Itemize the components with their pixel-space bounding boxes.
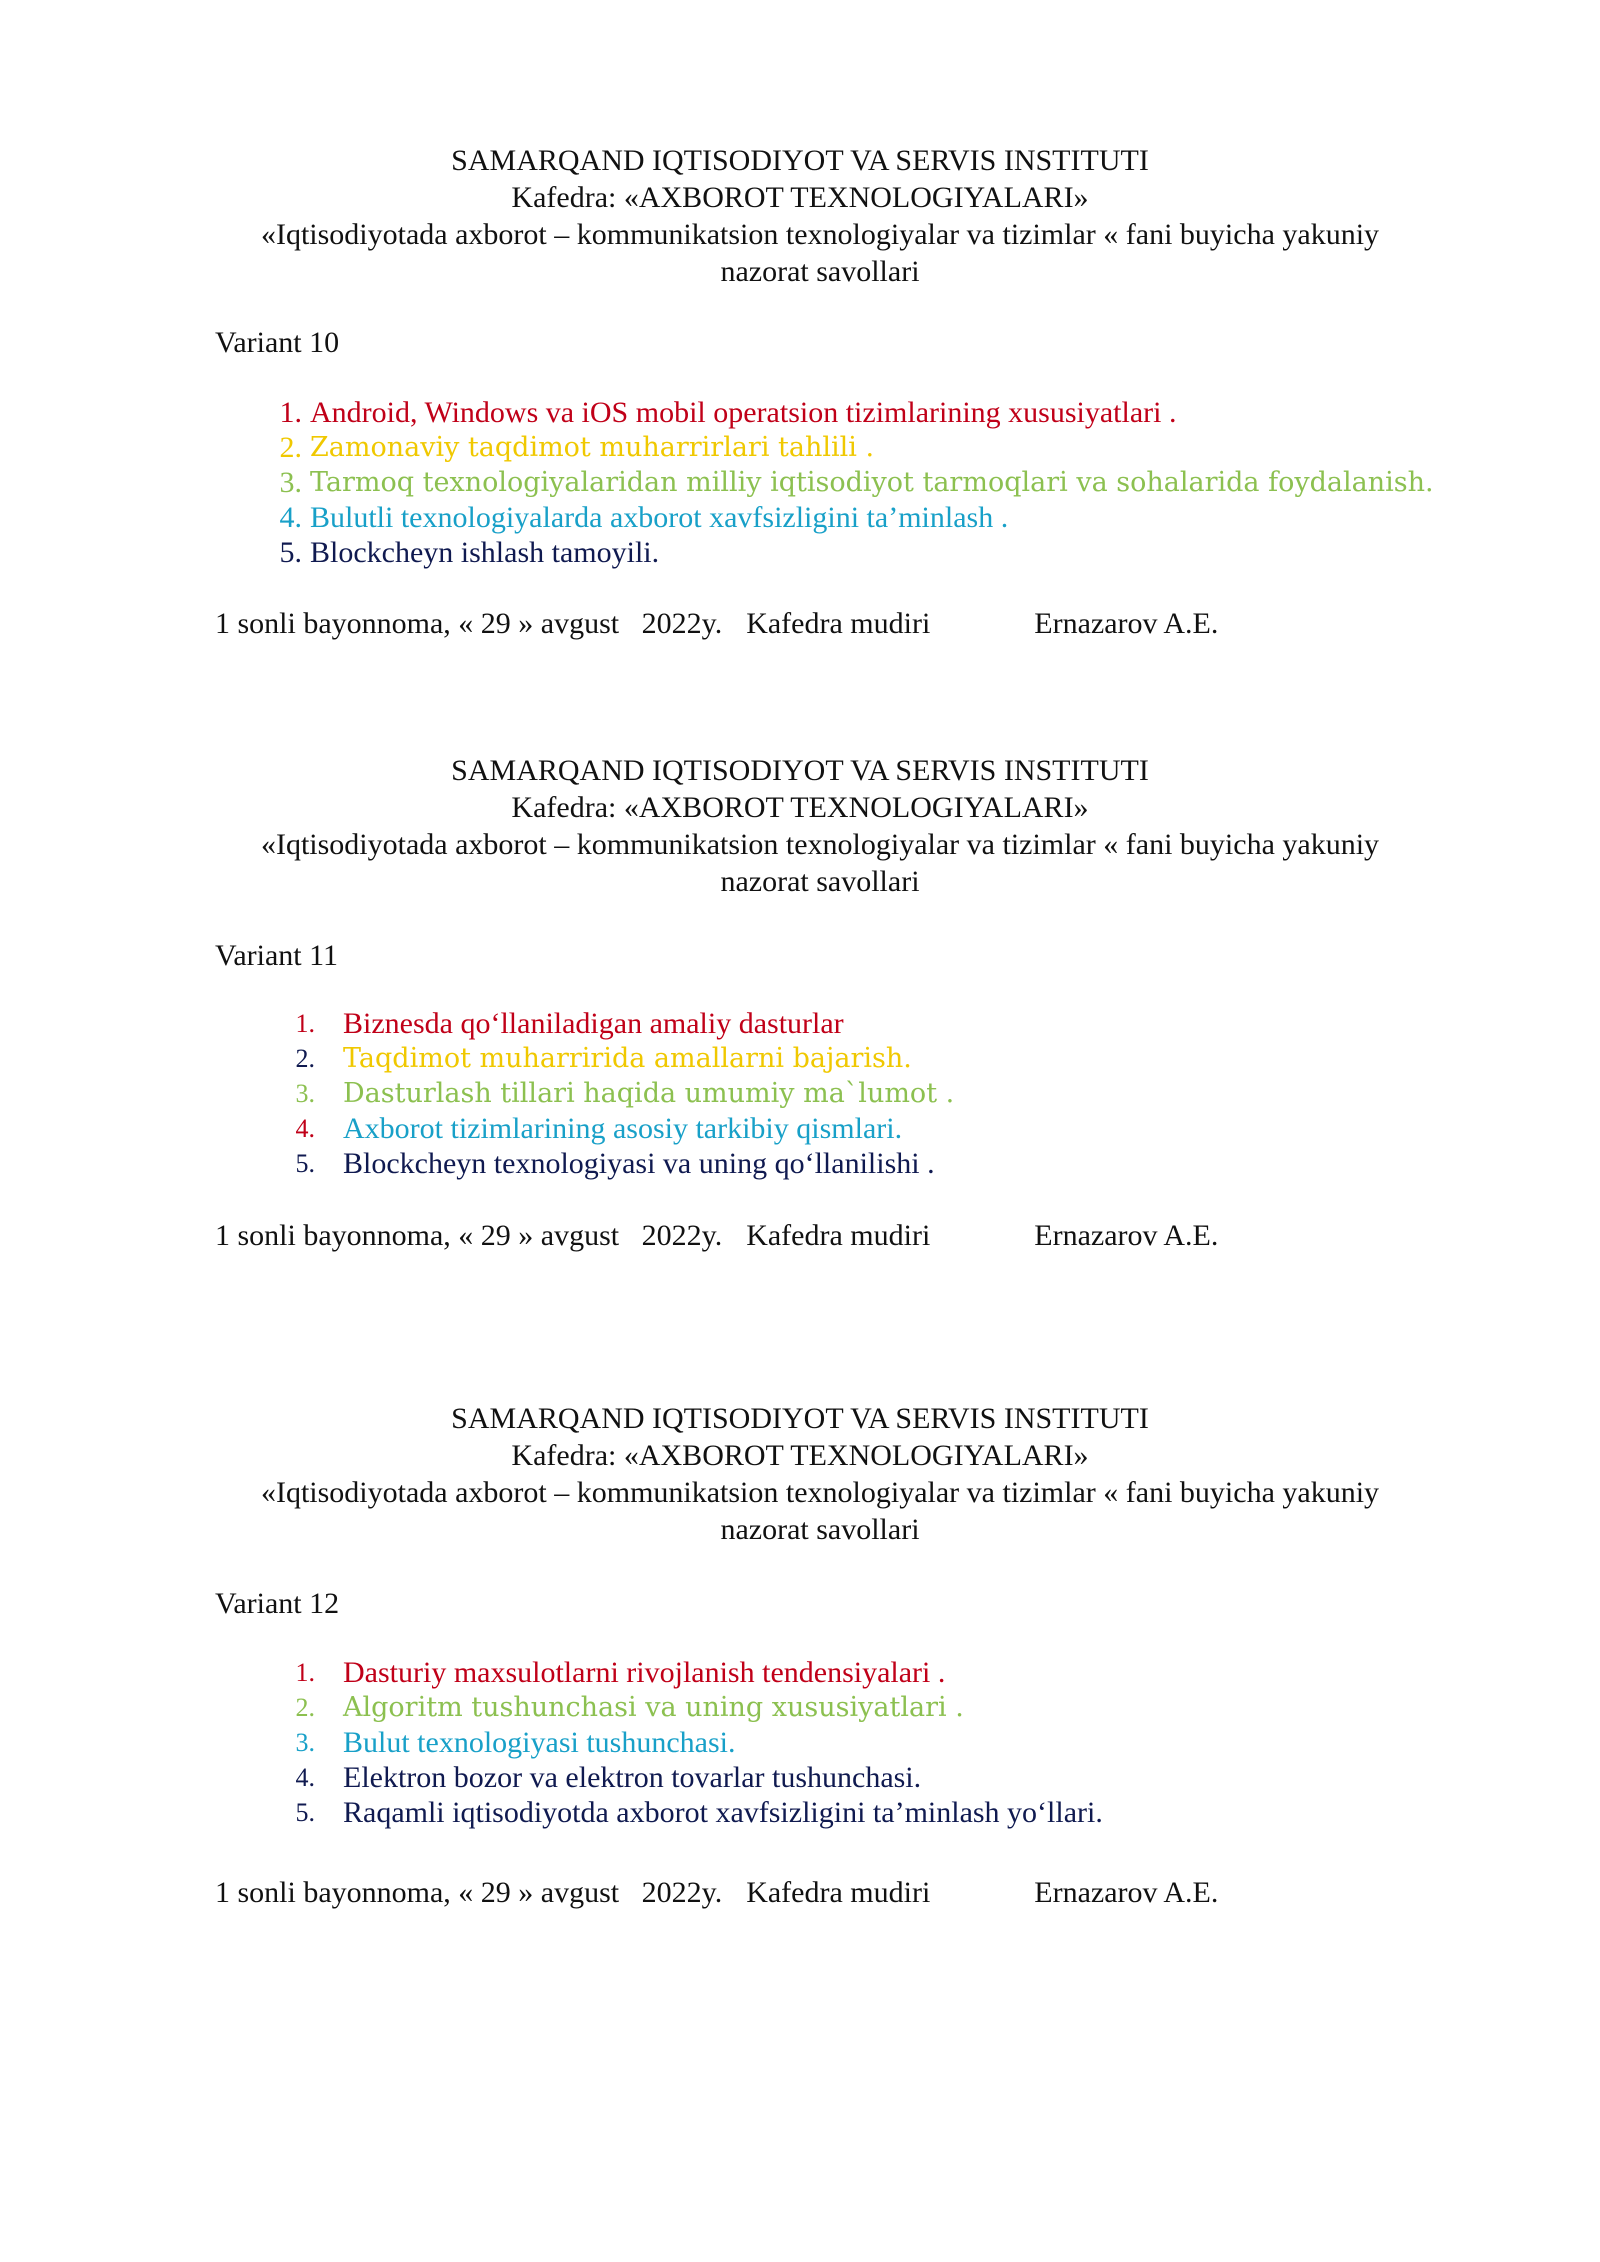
signatory-name: Ernazarov A.E. [1034, 1219, 1219, 1252]
header-block [0, 142, 1600, 290]
item-number: 2. [279, 431, 302, 464]
protocol-text: 1 sonli bayonnoma, « 29 » avgust 2022y. [215, 1219, 723, 1252]
role-text: Kafedra mudiri [746, 1876, 931, 1909]
protocol-text: 1 sonli bayonnoma, « 29 » avgust 2022y. [215, 607, 723, 640]
item-text: Tarmoq texnologiyalaridan milliy iqtisodiyot tarmoqlari va sohalarida foydalanish. [310, 467, 1434, 498]
variant-title: Variant 10 [215, 326, 340, 359]
item-text: Algoritm tushunchasi va uning xususiyatlari . [343, 1692, 964, 1723]
protocol-text: 1 sonli bayonnoma, « 29 » avgust 2022y. [215, 1876, 723, 1909]
institute-name: SAMARQAND IQTISODIYOT VA SERVIS INSTITUTI [451, 144, 1149, 177]
variant-title: Variant 12 [215, 1587, 340, 1620]
approval-line [215, 1217, 1218, 1254]
subject-title: «Iqtisodiyotada axborot – kommunikatsion texnologiyalar va tizimlar « fani buyicha yakuniy nazorat savollari [260, 218, 1380, 288]
item-number: 4. [295, 1763, 315, 1792]
item-text: Taqdimot muharririda amallarni bajarish. [343, 1043, 912, 1074]
item-number: 2. [295, 1693, 315, 1722]
item-text: Biznesda qo‘llaniladigan amaliy dasturlar [343, 1007, 844, 1040]
item-number: 4. [279, 501, 302, 534]
kafedra-name: Kafedra: «AXBOROT TEXNOLOGIYALARI» [511, 1439, 1089, 1472]
item-number: 2. [295, 1044, 315, 1073]
item-number: 3. [295, 1079, 315, 1108]
item-text: Zamonaviy taqdimot muharrirlari tahlili . [310, 432, 875, 463]
variant-title: Variant 11 [215, 939, 339, 972]
item-text: Blockcheyn texnologiyasi va uning qo‘llanilishi . [343, 1147, 935, 1180]
approval-line [215, 1874, 1218, 1911]
item-text: Bulut texnologiyasi tushunchasi. [343, 1726, 736, 1759]
kafedra-name: Kafedra: «AXBOROT TEXNOLOGIYALARI» [511, 181, 1089, 214]
item-number: 3. [279, 466, 302, 499]
institute-name: SAMARQAND IQTISODIYOT VA SERVIS INSTITUTI [451, 1402, 1149, 1435]
role-text: Kafedra mudiri [746, 607, 931, 640]
item-number: 1. [295, 1009, 315, 1038]
item-text: Elektron bozor va elektron tovarlar tushunchasi. [343, 1761, 922, 1794]
item-text: Dasturlash tillari haqida umumiy ma`lumot . [343, 1078, 955, 1109]
item-text: Raqamli iqtisodiyotda axborot xavfsizligini ta’minlash yo‘llari. [343, 1796, 1103, 1829]
item-number: 1. [295, 1658, 315, 1687]
item-number: 5. [279, 536, 302, 569]
item-text: Blockcheyn ishlash tamoyili. [310, 536, 660, 569]
item-number: 5. [295, 1149, 315, 1178]
item-text: Android, Windows va iOS mobil operatsion tizimlarining xususiyatlari . [310, 396, 1177, 429]
institute-name: SAMARQAND IQTISODIYOT VA SERVIS INSTITUTI [451, 754, 1149, 787]
signatory-name: Ernazarov A.E. [1034, 1876, 1219, 1909]
item-number: 5. [295, 1798, 315, 1827]
item-number: 1. [279, 396, 302, 429]
approval-line [215, 605, 1218, 642]
item-text: Dasturiy maxsulotlarni rivojlanish tendensiyalari . [343, 1656, 946, 1689]
role-text: Kafedra mudiri [746, 1219, 931, 1252]
header-block [0, 752, 1600, 900]
item-text: Bulutli texnologiyalarda axborot xavfsizligini ta’minlash . [310, 501, 1009, 534]
signatory-name: Ernazarov A.E. [1034, 607, 1219, 640]
subject-title: «Iqtisodiyotada axborot – kommunikatsion texnologiyalar va tizimlar « fani buyicha yakuniy nazorat savollari [260, 828, 1380, 898]
kafedra-name: Kafedra: «AXBOROT TEXNOLOGIYALARI» [511, 791, 1089, 824]
header-block [0, 1400, 1600, 1548]
subject-title: «Iqtisodiyotada axborot – kommunikatsion texnologiyalar va tizimlar « fani buyicha yakuniy nazorat savollari [260, 1476, 1380, 1546]
item-number: 3. [295, 1728, 315, 1757]
item-text: Axborot tizimlarining asosiy tarkibiy qismlari. [343, 1112, 903, 1145]
item-number: 4. [295, 1114, 315, 1143]
